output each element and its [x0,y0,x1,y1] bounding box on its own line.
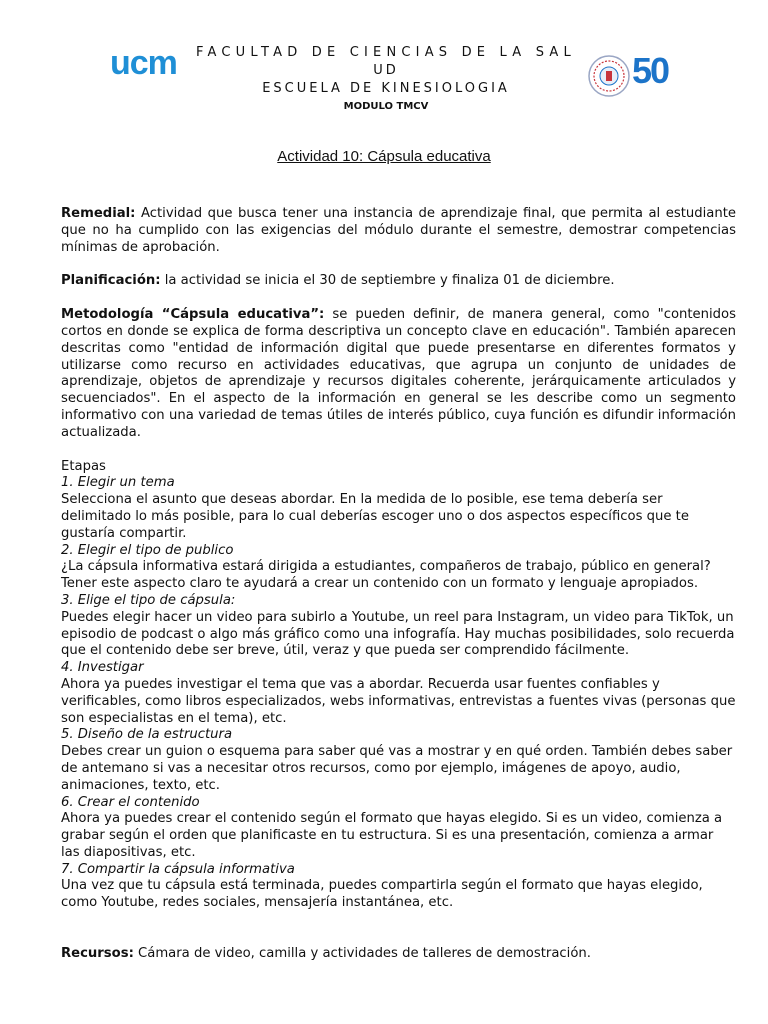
activity-title: Actividad 10: Cápsula educativa [277,148,491,165]
stage-text: Puedes elegir hacer un video para subirlo a Youtube, un reel para Instagram, un video para TikTok, un episodio de podcast o algo más gráfico como una infografía. Hay muchas posibilidades, solo recuerda que el contenido debe ser breve, útil, veraz y que pueda ser comprendido fácilmente. [61,609,735,659]
stage-title: 2. Elegir el tipo de publico [61,542,234,558]
planning-paragraph [61,273,736,290]
methodology-text: se pueden definir, de manera general, como "contenidos cortos en donde se explica de forma descriptiva un concepto clave en educación". También aparecen descritas como "entidad de información digital que puede presentarse en diferentes formatos y utilizarse como recurso en actividades educativas, que agrupa un conjunto de unidades de aprendizaje, objetos de aprendizaje y recursos digitales coherente, jerárquicamente articulados y secuenciados". En el aspecto de la información en general se les describe como un segmento informativo con una variedad de temas útiles de interés público, cuya función es difundir información actualizada. [61,307,736,440]
module-name: MODULO TMCV [343,101,429,112]
stage-title: 7. Compartir la cápsula informativa [61,861,295,877]
document-header [0,40,768,120]
university-seal-icon [587,54,631,98]
stage-text: Selecciona el asunto que deseas abordar. En la medida de lo posible, ese tema debería ser delimitado lo más posible, para lo cual deberías escoger uno o dos aspectos específicos que te gustaría compartir. [61,492,689,541]
stage-text: Ahora ya puedes investigar el tema que vas a abordar. Recuerda usar fuentes confiables y verificables, como libros especializados, webs informativas, entrevistas a fuentes vivas (personas que son especialistas en el tema), etc. [61,676,736,726]
stage-text: Debes crear un guion o esquema para saber qué vas a mostrar y en qué orden. También debes saber de antemano si vas a necesitar otros recursos, como por ejemplo, imágenes de apoyo, audio, animaciones, texto, etc. [61,744,733,793]
stage-title: 1. Elegir un tema [61,475,175,491]
resources-paragraph [61,946,736,963]
methodology-label: Metodología “Cápsula educativa”: [61,307,325,323]
resources-label: Recursos: [61,946,134,962]
stages-heading: Etapas [61,458,106,474]
stage-text: Ahora ya puedes crear el contenido según el formato que hayas elegido. Si es un video, comienza a grabar según el orden que planificaste en tu estructura. Si es una presentación, comienza a armar las diapositivas, etc. [61,811,723,860]
planning-label: Planificación: [61,273,161,289]
stage-title: 4. Investigar [61,660,144,676]
stage-text: ¿La cápsula informativa estará dirigida a estudiantes, compañeros de trabajo, público en general? Tener este aspecto claro te ayudará a crear un contenido con un formato y lenguaje apropiados. [61,559,711,592]
remedial-text: Actividad que busca tener una instancia de aprendizaje final, que permita al estudiante que no ha cumplido con las exigencias del módulo durante el semestre, demostrar competencias mínimas de aprobación. [61,206,736,255]
stage-title: 6. Crear el contenido [61,794,200,810]
header-text-block [196,45,576,112]
stage-text: Una vez que tu cápsula está terminada, puedes compartirla según el formato que hayas elegido, como Youtube, redes sociales, mensajería instantánea, etc. [61,878,703,911]
resources-text: Cámara de video, camilla y actividades de talleres de demostración. [138,946,591,962]
school-name: ESCUELA DE KINESIOLOGIA [262,81,510,96]
document-body [61,206,736,963]
faculty-name-line2: UD [373,63,399,78]
planning-text: la actividad se inicia el 30 de septiembre y finaliza 01 de diciembre. [164,273,615,289]
stage-title: 3. Elige el tipo de cápsula: [61,592,236,608]
methodology-paragraph [61,307,736,441]
remedial-paragraph [61,206,736,256]
remedial-label: Remedial: [61,206,136,221]
ucm-logo: ucm [110,44,177,82]
anniversary-50-logo: 50 [632,50,669,91]
faculty-name-line1: FACULTAD DE CIENCIAS DE LA SAL [196,45,576,60]
stage-title: 5. Diseño de la estructura [61,727,233,743]
